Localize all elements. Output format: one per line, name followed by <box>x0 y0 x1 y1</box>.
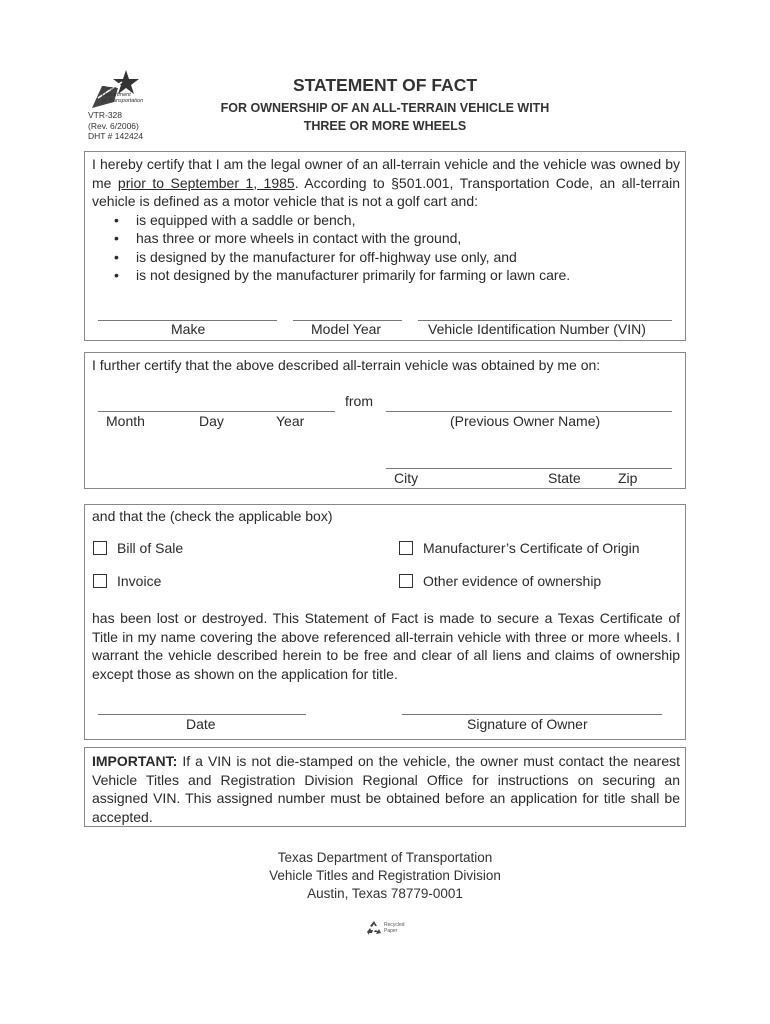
lost-documents-section <box>84 504 686 740</box>
form-dht: DHT # 142424 <box>88 131 144 141</box>
invoice-label: Invoice <box>117 573 162 589</box>
city-state-zip-field[interactable] <box>386 468 672 469</box>
date-obtained-field[interactable] <box>98 411 335 412</box>
invoice-checkbox[interactable] <box>93 574 107 588</box>
list-item: • has three or more wheels in contact with the ground, <box>92 229 680 248</box>
city-label: City <box>394 470 419 486</box>
acquisition-section <box>84 352 686 489</box>
recycled-paper-text: Recycled Paper <box>384 922 405 934</box>
vin-label: Vehicle Identification Number (VIN) <box>428 321 646 337</box>
date-field[interactable] <box>98 714 306 715</box>
from-label: from <box>345 393 373 409</box>
year-label: Year <box>276 413 305 429</box>
list-item: • is not designed by the manufacturer primarily for farming or lawn care. <box>92 266 680 285</box>
atv-definition-list <box>92 211 680 285</box>
page-title: STATEMENT OF FACT <box>292 75 478 95</box>
ownership-certification-section <box>84 151 686 341</box>
model-year-label: Model Year <box>311 321 382 337</box>
logo-text: Texas Department of Transportation <box>102 86 144 104</box>
day-label: Day <box>199 413 224 429</box>
mco-checkbox[interactable] <box>399 541 413 555</box>
list-item: • is designed by the manufacturer for off-highway use only, and <box>92 248 680 267</box>
other-evidence-checkbox[interactable] <box>399 574 413 588</box>
previous-owner-label: (Previous Owner Name) <box>450 413 601 429</box>
other-evidence-label: Other evidence of ownership <box>423 573 602 589</box>
bill-of-sale-checkbox[interactable] <box>93 541 107 555</box>
mco-label: Manufacturer’s Certificate of Origin <box>423 540 640 556</box>
state-label: State <box>548 470 581 486</box>
certification-text: I hereby certify that I am the legal owner of an all-terrain vehicle and the vehicle was owned by me prior to September 1, 1985. According to §501.001, Transportation Code, an all-terrain vehicle is defined as a motor vehicle that is not a golf cart and: • is equipped with a saddle or bench, • has three or more wheels in contact with the ground, • is designed by the manufacturer for off-highway use only, and • is not designed by the manufacturer primarily for farming or lawn care. <box>92 155 680 285</box>
important-notice <box>84 747 686 827</box>
recycle-icon <box>366 920 382 936</box>
page-subtitle: FOR OWNERSHIP OF AN ALL-TERRAIN VEHICLE WITH THREE OR MORE WHEELS <box>220 101 550 133</box>
make-label: Make <box>171 321 206 337</box>
signature-field[interactable] <box>402 714 662 715</box>
zip-label: Zip <box>618 470 638 486</box>
form-revision: (Rev. 6/2006) <box>88 120 139 131</box>
agency-address: Texas Department of Transportation Vehicle Titles and Registration Division Austin, Texas 78779-0001 <box>269 850 501 901</box>
check-applicable-text: and that the (check the applicable box) <box>92 508 333 524</box>
bill-of-sale-label: Bill of Sale <box>117 540 184 556</box>
month-label: Month <box>106 413 145 429</box>
important-text: IMPORTANT: If a VIN is not die-stamped on the vehicle, the owner must contact the nearest Vehicle Titles and Registration Division Regional Office for instructions on securing an assigned VIN. This assigned number must be obtained before an application for title shall be accepted. <box>92 753 680 825</box>
date-label: Date <box>186 716 216 732</box>
signature-label: Signature of Owner <box>467 716 588 732</box>
important-label: IMPORTANT: <box>92 753 178 769</box>
acquisition-text: I further certify that the above described all-terrain vehicle was obtained by me on: <box>92 357 601 373</box>
warranty-statement: has been lost or destroyed. This Statement of Fact is made to secure a Texas Certificate of Title in my name covering the above referenced all-terrain vehicle with three or more wheels. I warrant the vehicle described herein to be free and clear of all liens and claims of ownership except those as shown on the application for title. <box>92 610 680 682</box>
list-item: • is equipped with a saddle or bench, <box>92 211 680 230</box>
previous-owner-field[interactable] <box>386 411 672 412</box>
form-number: VTR-328 <box>88 110 123 120</box>
